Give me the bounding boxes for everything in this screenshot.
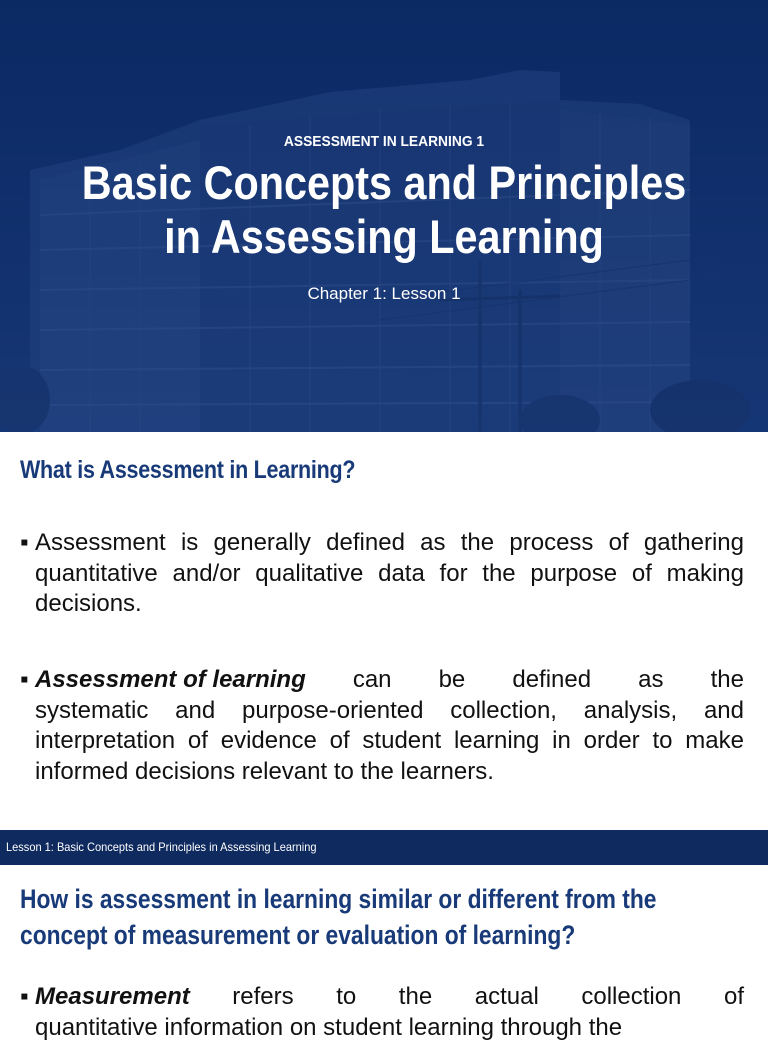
presentation-title	[46, 156, 722, 264]
title-line-2: in Assessing Learning	[164, 210, 604, 263]
slide-footer	[0, 830, 768, 865]
bullet-marker: ▪	[20, 529, 29, 556]
bullet-word: of	[723, 983, 744, 1010]
bullet-text: quantitative information on student learning through the	[35, 1013, 623, 1041]
bullet-word: refers	[232, 983, 294, 1010]
bullet-term: Assessment of learning	[35, 666, 306, 693]
bullet-text: systematic and purpose-oriented collection, analysis, and interpretation of evidence of student learning in order to make informed decisions relevant to the learners.	[35, 696, 744, 785]
title-line-1: Basic Concepts and Principles	[81, 156, 687, 209]
heading-line-1: How is assessment in learning similar or different from the	[20, 884, 657, 914]
course-label: ASSESSMENT IN LEARNING 1	[283, 133, 485, 150]
title-slide	[0, 0, 768, 432]
bullet-word: actual	[474, 983, 539, 1010]
chapter-label: Chapter 1: Lesson 1	[307, 284, 461, 303]
bullet-first-line	[35, 982, 744, 1013]
next-slide	[0, 865, 768, 1041]
content-slide	[0, 432, 768, 830]
bullet-word: the	[398, 983, 433, 1010]
bullet-assessment-of-learning	[20, 665, 744, 787]
footer-lesson-label: Lesson 1: Basic Concepts and Principles in Assessing Learning	[6, 840, 317, 854]
bullet-first-line	[35, 665, 744, 696]
bullet-marker: ▪	[20, 666, 29, 693]
heading-line-2: concept of measurement or evaluation of learning?	[20, 920, 576, 950]
bullet-text: Assessment is generally defined as the process of gathering quantitative and/or qualitative data for the purpose of making decisions.	[35, 529, 744, 617]
bullet-word: as	[638, 666, 664, 693]
bullet-marker: ▪	[20, 983, 29, 1010]
bullet-word: to	[336, 983, 357, 1010]
bullet-measurement	[20, 982, 744, 1043]
bullet-word: can	[352, 666, 392, 693]
bullet-word: the	[710, 666, 744, 693]
bullet-word: defined	[512, 666, 592, 693]
slide-heading: What is Assessment in Learning?	[20, 456, 356, 484]
bullet-assessment-definition	[20, 528, 744, 620]
slide-heading	[20, 881, 755, 953]
bullet-term: Measurement	[35, 983, 190, 1010]
bullet-word: collection	[581, 983, 682, 1010]
bullet-word: be	[438, 666, 466, 693]
